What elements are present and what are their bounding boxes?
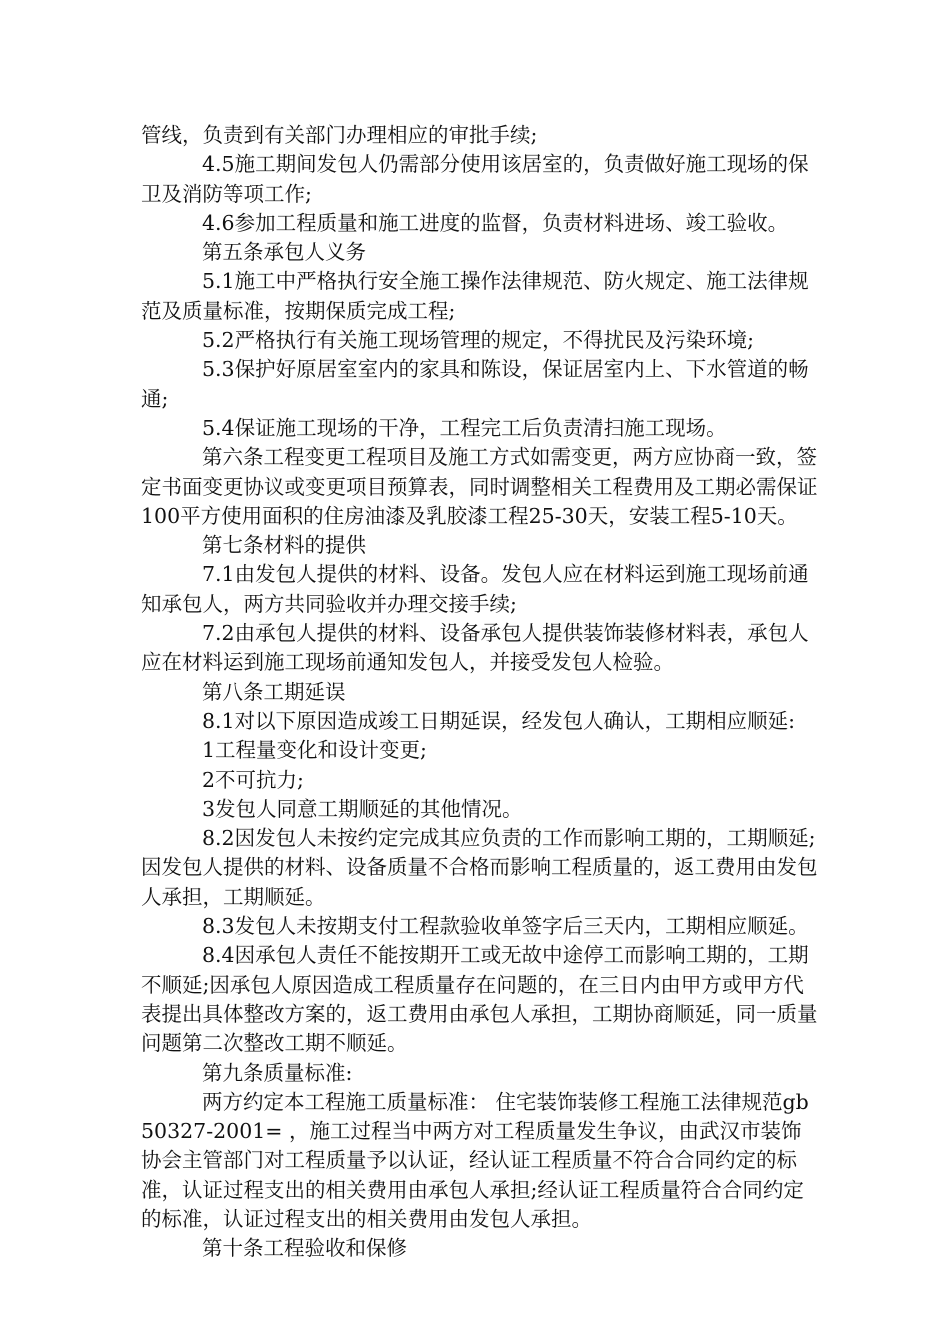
clause-8-1-item-2: 2不可抗力;	[202, 767, 304, 792]
clause-7-2: 7.2由承包人提供的材料、设备承包人提供装饰装修材料表，承包人应在材料运到施工现场前通知发包人，并接受发包人检验。	[141, 621, 809, 675]
document-body	[141, 121, 821, 1264]
clause-8-1: 8.1对以下原因造成竣工日期延误，经发包人确认，工期相应顺延:	[202, 708, 796, 733]
clause-7-1: 7.1由发包人提供的材料、设备。发包人应在材料运到施工现场前通知承包人，两方共同验收并办理交接手续;	[141, 562, 809, 616]
paragraph-continuation: 管线，负责到有关部门办理相应的审批手续;	[141, 123, 538, 147]
article-9-heading: 第九条质量标准:	[202, 1060, 353, 1085]
article-6: 第六条工程变更工程项目及施工方式如需变更，两方应协商一致，签定书面变更协议或变更项目预算表，同时调整相关工程费用及工期必需保证100平方使用面积的住房油漆及乳胶漆工程25-30天，安装工程5-10天。	[141, 445, 818, 528]
clause-5-2: 5.2严格执行有关施工现场管理的规定，不得扰民及污染环境;	[202, 328, 755, 353]
clause-5-4: 5.4保证施工现场的干净，工程完工后负责清扫施工现场。	[202, 415, 727, 440]
clause-4-6: 4.6参加工程质量和施工进度的监督，负责材料进场、竣工验收。	[202, 210, 789, 235]
article-10-heading: 第十条工程验收和保修	[202, 1236, 407, 1261]
clause-8-3: 8.3发包人未按期支付工程款验收单签字后三天内，工期相应顺延。	[202, 914, 809, 939]
clause-4-5: 4.5施工期间发包人仍需部分使用该居室的，负责做好施工现场的保卫及消防等项工作;	[141, 152, 809, 206]
clause-8-1-item-1: 1工程量变化和设计变更;	[202, 738, 427, 763]
clause-8-2: 8.2因发包人未按约定完成其应负责的工作而影响工期的，工期顺延;因发包人提供的材料、设备质量不合格而影响工程质量的，返工费用由发包人承担，工期顺延。	[141, 826, 818, 909]
article-7-heading: 第七条材料的提供	[202, 533, 366, 558]
clause-8-4: 8.4因承包人责任不能按期开工或无故中途停工而影响工期的，工期不顺延;因承包人原因造成工程质量存在问题的，在三日内由甲方或甲方代表提出具体整改方案的，返工费用由承包人承担，工期协商顺延，同一质量问题第二次整改工期不顺延。	[141, 943, 818, 1056]
clause-8-1-item-3: 3发包人同意工期顺延的其他情况。	[202, 796, 523, 821]
article-9-body: 两方约定本工程施工质量标准： 住宅装饰装修工程施工法律规范gb50327-2001= ，施工过程当中两方对工程质量发生争议，由武汉市装饰协会主管部门对工程质量予以认证，经认证工程质量不符合合同约定的标准，认证过程支出的相关费用由承包人承担;经认证工程质量符合合同约定的标准，认证过程支出的相关费用由发包人承担。	[141, 1089, 809, 1231]
clause-5-1: 5.1施工中严格执行安全施工操作法律规范、防火规定、施工法律规范及质量标准，按期保质完成工程;	[141, 269, 809, 323]
article-5-heading: 第五条承包人义务	[202, 240, 366, 265]
article-8-heading: 第八条工期延误	[202, 679, 346, 704]
clause-5-3: 5.3保护好原居室室内的家具和陈设，保证居室内上、下水管道的畅通;	[141, 357, 809, 411]
